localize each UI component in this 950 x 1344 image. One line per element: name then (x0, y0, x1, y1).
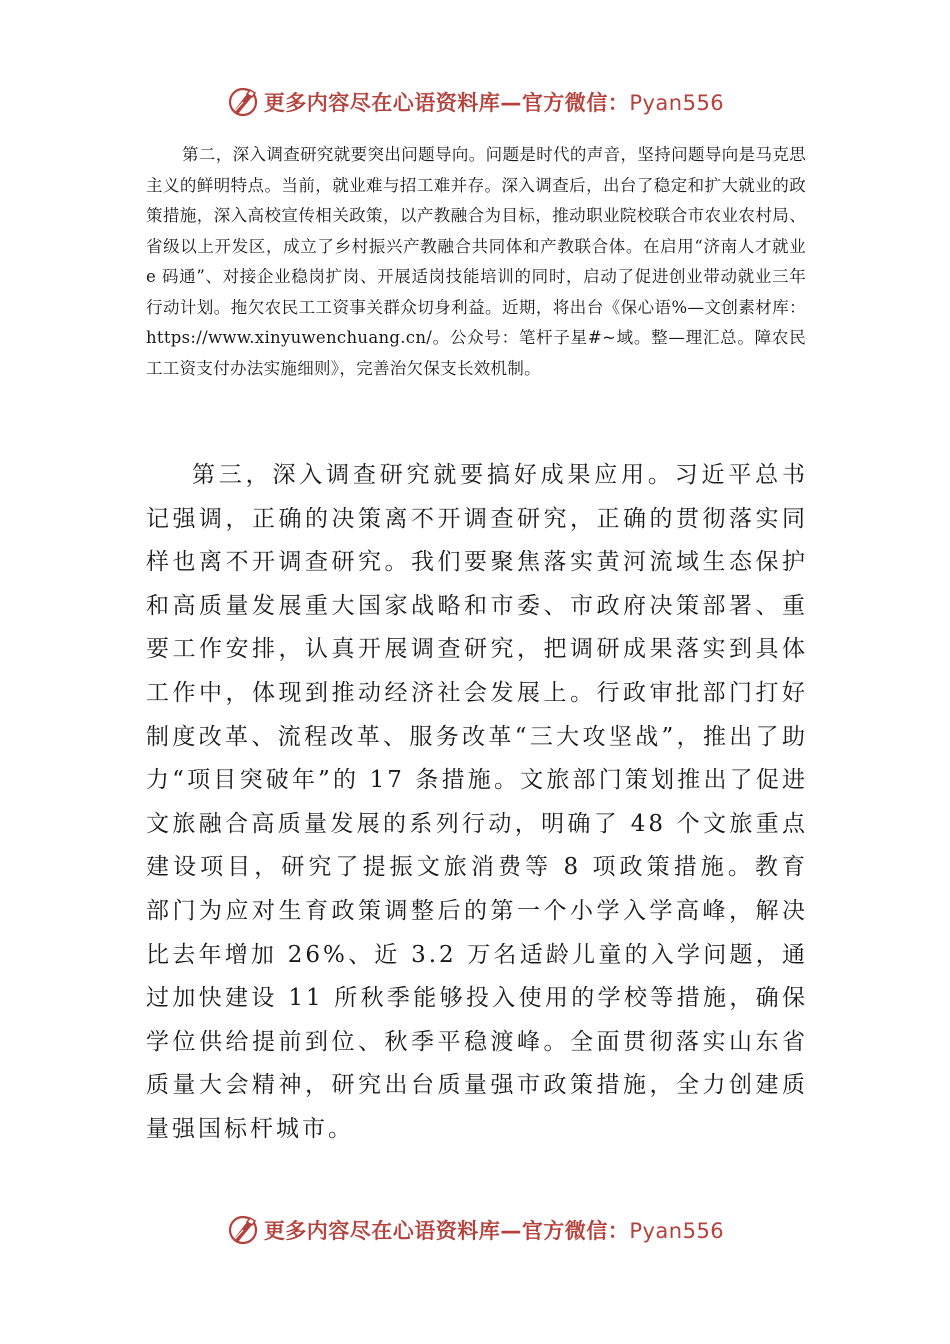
footer-banner (0, 1210, 950, 1250)
pen-nib-logo-icon (226, 1213, 260, 1247)
body-paragraph-3: 第三，深入调查研究就要搞好成果应用。习近平总书记强调，正确的决策离不开调查研究，正确的贯彻落实同样也离不开调查研究。我们要聚焦落实黄河流域生态保护和高质量发展重大国家战略和市委、市政府决策部署、重要工作安排，认真开展调查研究，把调研成果落实到具体工作中，体现到推动经济社会发展上。行政审批部门打好制度改革、流程改革、服务改革“三大攻坚战”，推出了助力“项目突破年”的 17 条措施。文旅部门策划推出了促进文旅融合高质量发展的系列行动，明确了 48 个文旅重点建设项目，研究了提振文旅消费等 8 项政策措施。教育部门为应对生育政策调整后的第一个小学入学高峰，解决比去年增加 26%、近 3.2 万名适龄儿童的入学问题，通过加快建设 11 所秋季能够投入使用的学校等措施，确保学位供给提前到位、秋季平稳渡峰。全面贯彻落实山东省质量大会精神，研究出台质量强市政策措施，全力创建质量强国标杆城市。 (146, 462, 808, 1142)
banner-text: 更多内容尽在心语资料库—官方微信：Pyan556 (263, 91, 725, 115)
body-paragraph-2: 第二，深入调查研究就要突出问题导向。问题是时代的声音，坚持问题导向是马克思主义的鲜明特点。当前，就业难与招工难并存。深入调查后，出台了稳定和扩大就业的政策措施，深入高校宣传相关政策，以产教融合为目标，推动职业院校联合市农业农村局、省级以上开发区，成立了乡村振兴产教融合共同体和产教联合体。在启用“济南人才就业 e 码通”、对接企业稳岗扩岗、开展适岗技能培训的同时，启动了促进创业带动就业三年行动计划。拖欠农民工工资事关群众切身利益。近期，将出台《保心语%—文创素材库：https://www.xinyuwenchuang.cn/。公众号：笔杆子星#~域。整—理汇总。障农民工工资支付办法实施细则》，完善治欠保支长效机制。 (146, 145, 806, 378)
banner-text: 更多内容尽在心语资料库—官方微信：Pyan556 (263, 1219, 725, 1243)
pen-nib-logo-icon (226, 85, 260, 119)
header-banner (0, 82, 950, 122)
